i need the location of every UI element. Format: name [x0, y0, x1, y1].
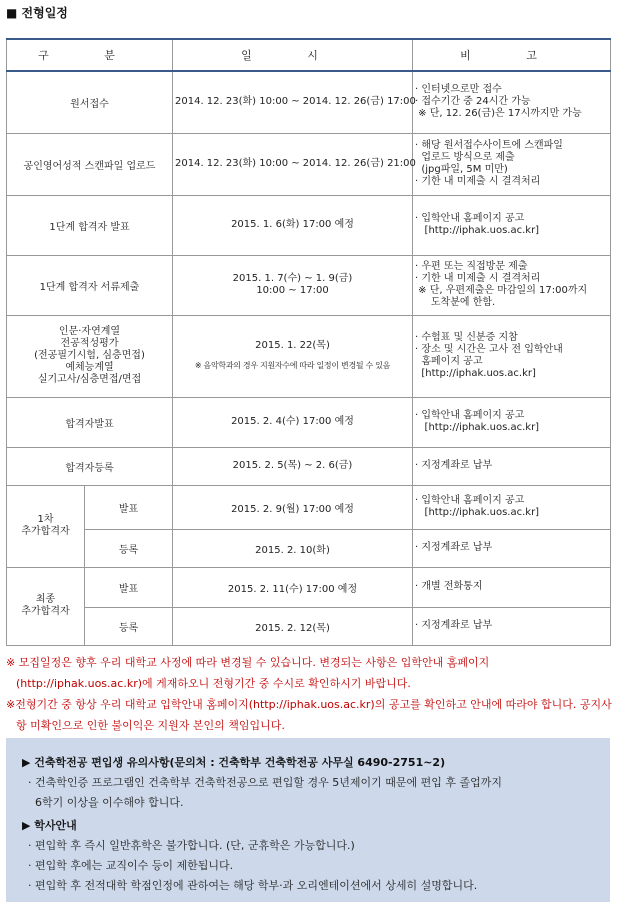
info-text: · 편입학 후에는 교직이수 등이 제한됩니다. — [28, 859, 234, 872]
row-label: 합격자발표 — [7, 397, 173, 447]
row-label-line: (전공필기시험, 심층면접) — [34, 350, 145, 361]
table-row — [7, 567, 611, 607]
row-remarks — [413, 315, 611, 397]
remark-line: · 지정계좌로 납부 — [415, 460, 493, 471]
row-label: 1단계 합격자 발표 — [7, 195, 173, 255]
row-date: 2015. 2. 11(수) 17:00 예정 — [173, 567, 413, 607]
remark-line: · 해당 원서접수사이트에 스캔파일 — [415, 140, 563, 151]
row-date — [173, 133, 416, 195]
row-remarks — [413, 485, 611, 529]
row-date — [173, 255, 413, 315]
remark-line: 도착분에 한함. — [415, 297, 496, 308]
header-datetime: 일 시 — [173, 39, 413, 71]
row-date-line: 2015. 1. 6(화) 17:00 예정 — [231, 219, 354, 230]
row-date-line: 2014. 12. 23(화) 10:00 ~ 2014. 12. 26(금) 21:00 — [175, 158, 416, 169]
info-heading-academic: ▶ 학사안내 — [22, 819, 77, 832]
row-remarks — [413, 255, 611, 315]
remark-line: ※ 단, 12. 26(금)은 17시까지만 가능 — [415, 108, 582, 120]
row-date: 2015. 2. 10(화) — [173, 529, 413, 567]
row-remarks — [413, 607, 611, 645]
row-date-line: 2014. 12. 23(화) 10:00 ~ 2014. 12. 26(금) 17:00 — [175, 96, 416, 108]
row-label — [7, 315, 173, 397]
info-box — [6, 738, 610, 902]
sub-label: 등록 — [85, 607, 173, 645]
info-text: · 건축학인증 프로그램인 건축학부 건축학전공으로 편입할 경우 5년제이기 때문에 편입 후 졸업까지 — [28, 776, 502, 789]
header-remarks: 비 고 — [413, 39, 611, 71]
remark-line: [http://iphak.uos.ac.kr] — [415, 422, 540, 433]
table-row — [7, 607, 611, 645]
remark-line: 업로드 방식으로 제출 — [415, 152, 515, 163]
notice-item: ※ 모집일정은 향후 우리 대학교 사정에 따라 변경될 수 있습니다. 변경되는 사항은 입학안내 홈페이지 (http://iphak.uos.ac.kr)에 게재하오니 전형기간 중 수시로 확인하시기 바랍니다. — [6, 656, 490, 690]
remark-line: · 기한 내 미제출 시 결격처리 — [415, 273, 541, 284]
table-row — [7, 315, 611, 397]
table-row — [7, 485, 611, 529]
table-header-row — [7, 39, 611, 71]
table-row — [7, 529, 611, 567]
notice-list — [6, 652, 612, 736]
row-date — [173, 397, 413, 447]
table-row — [7, 133, 611, 195]
info-heading-architecture: ▶ 건축학전공 편입생 유의사항(문의처 : 건축학부 건축학전공 사무실 6490-2751~2) — [22, 756, 446, 769]
table-row — [7, 195, 611, 255]
row-date — [173, 447, 413, 485]
row-date-line: 2015. 1. 22(목) — [255, 340, 330, 351]
row-label: 1단계 합격자 서류제출 — [7, 255, 173, 315]
row-date-line: 10:00 ~ 17:00 — [256, 285, 329, 296]
row-label-line: 예체능계열 — [65, 362, 114, 373]
row-date: 2015. 2. 9(월) 17:00 예정 — [173, 485, 413, 529]
remark-line: · 인터넷으로만 접수 — [415, 84, 502, 96]
table-row — [7, 255, 611, 315]
row-label-line: 인문·자연계열 — [58, 326, 121, 337]
sub-label: 발표 — [85, 567, 173, 607]
remark-line: [http://iphak.uos.ac.kr] — [415, 368, 536, 379]
row-label: 공인영어성적 스캔파일 업로드 — [7, 133, 173, 195]
header-category: 구 분 — [7, 39, 173, 71]
schedule-table — [6, 38, 611, 646]
info-text: · 편입학 후 즉시 일반휴학은 불가합니다. (단, 군휴학은 가능합니다.) — [28, 839, 355, 852]
row-label-line: 전공적성평가 — [60, 338, 119, 349]
remark-line: 홈페이지 공고 — [415, 356, 483, 367]
row-label: 원서접수 — [7, 71, 173, 133]
remark-line: (jpg파일, 5M 미만) — [415, 164, 508, 175]
table-row — [7, 397, 611, 447]
info-text: · 편입학 후 전적대학 학점인정에 관하여는 해당 학부·과 오리엔테이션에서 상세히 설명합니다. — [28, 879, 478, 892]
row-date-note: ※ 음악학과의 경우 지원자수에 따라 일정이 변경될 수 있음 — [194, 361, 391, 370]
row-remarks — [413, 133, 611, 195]
group-label-line: 최종 — [35, 594, 56, 605]
row-label: 합격자등록 — [7, 447, 173, 485]
row-remarks — [413, 567, 611, 607]
row-date — [173, 195, 413, 255]
row-date: 2015. 2. 12(목) — [173, 607, 413, 645]
notice-item: ※전형기간 중 항상 우리 대학교 입학안내 홈페이지(http://iphak.uos.ac.kr)의 공고를 확인하고 안내에 따라야 합니다. 공지사항 미확인으로 인한 불이익은 지원자 본인의 책임입니다. — [6, 698, 612, 732]
group-label — [7, 485, 85, 567]
remark-line: · 개별 전화통지 — [415, 581, 483, 592]
group-label-line: 추가합격자 — [21, 606, 70, 617]
remark-line: [http://iphak.uos.ac.kr] — [415, 225, 540, 236]
remark-line: · 접수기간 중 24시간 가능 — [415, 96, 531, 108]
remark-line: · 입학안내 홈페이지 공고 — [415, 410, 525, 421]
table-row — [7, 447, 611, 485]
info-text: 6학기 이상을 이수해야 합니다. — [28, 796, 184, 809]
row-date — [173, 315, 413, 397]
row-remarks — [413, 447, 611, 485]
group-label-line: 1차 — [37, 514, 54, 525]
remark-line: · 기한 내 미제출 시 결격처리 — [415, 176, 541, 187]
remark-line: ※ 단, 우편제출은 마감일의 17:00까지 — [415, 285, 588, 296]
row-date-line: 2015. 2. 4(수) 17:00 예정 — [231, 416, 354, 427]
table-row — [7, 71, 611, 133]
row-remarks — [413, 529, 611, 567]
row-label-line: 실기고사/심층면접/면접 — [37, 374, 142, 385]
sub-label: 발표 — [85, 485, 173, 529]
remark-line: · 우편 또는 직접방문 제출 — [415, 261, 528, 272]
remark-line: · 입학안내 홈페이지 공고 — [415, 213, 525, 224]
remark-line: [http://iphak.uos.ac.kr] — [415, 507, 540, 518]
remark-line: · 지정계좌로 납부 — [415, 620, 493, 631]
row-date-line: 2015. 1. 7(수) ~ 1. 9(금) — [232, 273, 353, 284]
remark-line: · 장소 및 시간은 고사 전 입학안내 — [415, 344, 563, 355]
remark-line: · 수험표 및 신분증 지참 — [415, 332, 518, 343]
row-date — [173, 71, 416, 133]
group-label — [7, 567, 85, 645]
row-remarks — [413, 397, 611, 447]
row-date-line: 2015. 2. 5(목) ~ 2. 6(금) — [232, 460, 353, 471]
row-remarks — [413, 195, 611, 255]
row-remarks — [413, 71, 611, 133]
sub-label: 등록 — [85, 529, 173, 567]
remark-line: · 입학안내 홈페이지 공고 — [415, 495, 525, 506]
remark-line: · 지정계좌로 납부 — [415, 542, 493, 553]
section-title: ■ 전형일정 — [6, 6, 68, 20]
group-label-line: 추가합격자 — [21, 526, 70, 537]
